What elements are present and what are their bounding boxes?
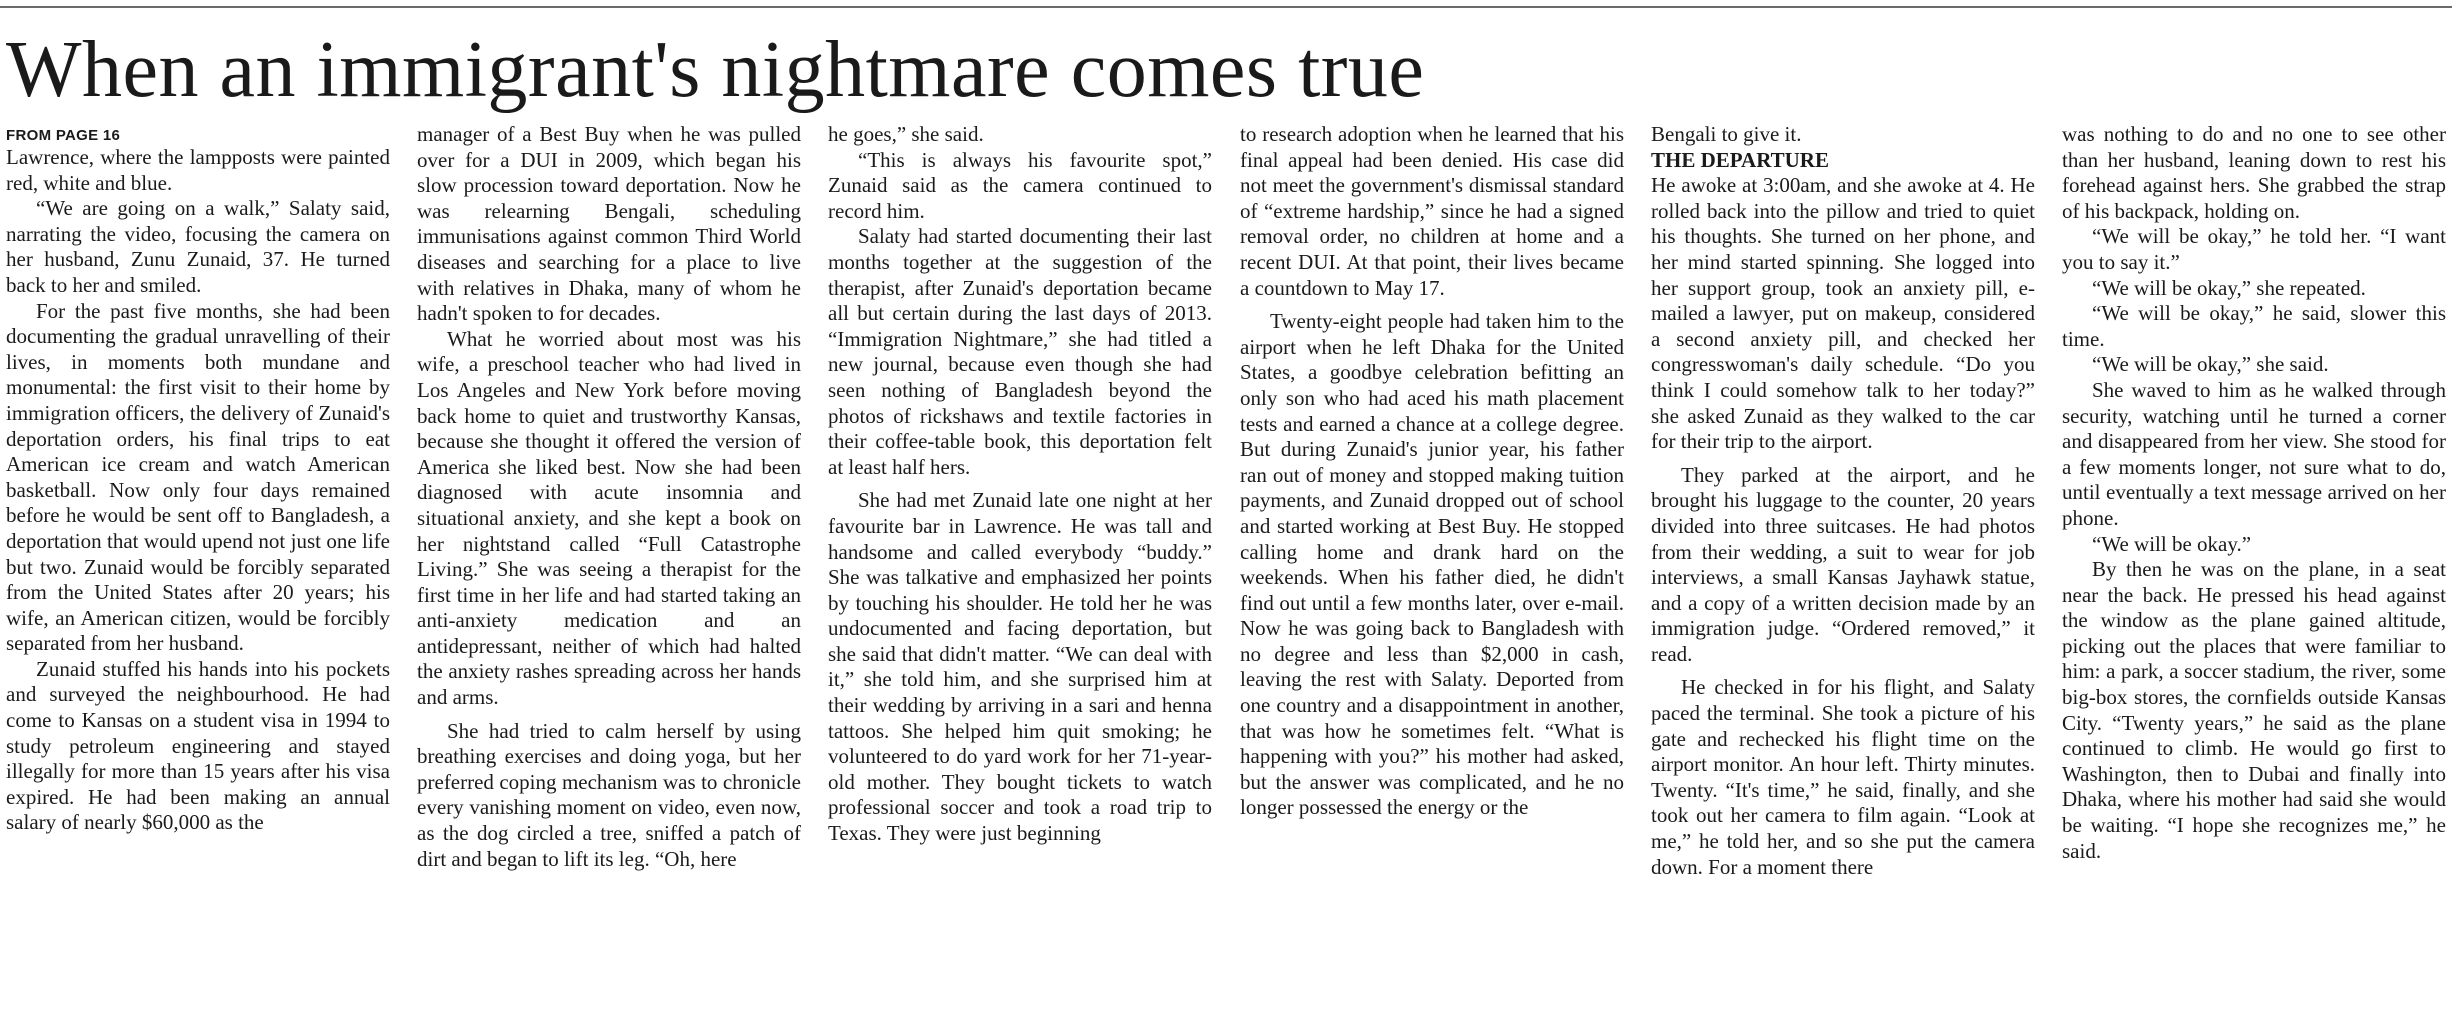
paragraph: She had tried to calm herself by using breathing exercises and doing yoga, but her preferred coping mechanism was to chronicle every vanishing moment on video, even now, as the dog circled a tree, sniffed a patch of dirt and began to lift its leg. “Oh, here <box>417 718 801 871</box>
headline: When an immigrant's nightmare comes true <box>6 26 1425 114</box>
article-body <box>6 122 2446 1027</box>
paragraph: “We will be okay,” she said. <box>2092 352 2329 377</box>
paragraph: They parked at the airport, and he brought his luggage to the counter, 20 years divided into three suitcases. He had photos from their wedding, a suit to wear for job interviews, a small Kansas Jayhawk statue, and a copy of a written decision made by an immigration judge. “Ordered removed,” it read. <box>1651 462 2035 666</box>
paragraph: By then he was on the plane, in a seat near the back. He pressed his head against the window as the plane gained altitude, picking out the places that were familiar to him: a park, a soccer stadium, the river, some big-box stores, the cornfields outside Kansas City. “Twenty years,” he said as the plane continued to climb. He would go first to Washington, then to Dubai and finally into Dhaka, where his mother had said she would be waiting. “I hope she recognizes me,” he said. <box>2062 557 2446 863</box>
paragraph: He checked in for his flight, and Salaty paced the terminal. She took a picture of his gate and rechecked his flight time on the airport monitor. An hour left. Thirty minutes. Twenty. “It's time,” he said, finally, and she took out her camera to film again. “Look at me,” he told her, and so she put the camera down. For a moment there <box>1651 675 2035 879</box>
paragraph: “We are going on a walk,” Salaty said, narrating the video, focusing the camera on her husband, Zunu Zunaid, 37. He turned back to her and smiled. <box>6 196 390 297</box>
paragraph: Lawrence, where the lampposts were painted red, white and blue. <box>6 145 390 195</box>
paragraph: He awoke at 3:00am, and she awoke at 4. He rolled back into the pillow and tried to quiet his thoughts. She turned on her phone, and her mind started spinning. She logged into her support group, took an anxiety pill, e-mailed a lawyer, put on makeup, considered a second anxiety pill, and checked her congresswoman's daily schedule. “Do you think I could somehow talk to her today?” she asked Zunaid as they walked to the car for their trip to the airport. <box>1651 173 2035 454</box>
column-2 <box>417 122 801 1027</box>
paragraph: Zunaid stuffed his hands into his pockets and surveyed the neighbourhood. He had come to Kansas on a student visa in 1994 to study petroleum engineering and stayed illegally for more than 15 years after his visa expired. He had been making an annual salary of nearly $60,000 as the <box>6 656 390 835</box>
paragraph: to research adoption when he learned that his final appeal had been denied. His case did not meet the government's dismissal standard of “extreme hardship,” since he had a signed removal order, no children at home and a recent DUI. At that point, their lives became a countdown to May 17. <box>1240 122 1624 300</box>
section-subhead: THE DEPARTURE <box>1651 147 1829 172</box>
paragraph-gap <box>828 480 1212 488</box>
paragraph: “We will be okay,” he said, slower this time. <box>2062 301 2446 351</box>
paragraph-gap <box>1651 667 2035 675</box>
column-4 <box>1240 122 1624 1027</box>
paragraph: Bengali to give it. <box>1651 122 1802 146</box>
paragraph: For the past five months, she had been documenting the gradual unravelling of their lives, in moments both mundane and monumental: the first visit to their home by immigration officers, the delivery of Zunaid's deportation orders, his final trips to eat American ice cream and watch American basketball. Now only four days remained before he would be sent off to Bangladesh, a deportation that would upend not just one life but two. Zunaid would be forcibly separated from the United States after 20 years; his wife, an American citizen, would be forcibly separated from her husband. <box>6 298 390 656</box>
paragraph: Twenty-eight people had taken him to the airport when he left Dhaka for the United States, a goodbye celebration befitting an only son who had aced his math placement tests and earned a chance at a college degree. But during Zunaid's junior year, his father ran out of money and stopped making tuition payments, and Zunaid dropped out of school and started working at Best Buy. He stopped calling home and drank hard on the weekends. When his father died, he didn't find out until a few months later, over e-mail. Now he was going back to Bangladesh with no degree and less than $2,000 in cash, leaving the rest with Salaty. Deported from one country and a disappointment in another, that was how he sometimes felt. “What is happening with you?” his mother had asked, but the answer was complicated, and he no longer possessed the energy or the <box>1240 309 1624 820</box>
paragraph: Salaty had started documenting their last months together at the suggestion of the therapist, after Zunaid's deportation became all but certain during the last days of 2013. “Immigration Nightmare,” she had titled a new journal, because even though she had seen nothing of Bangladesh beyond the photos of rickshaws and textile factories in their coffee-table book, this deportation felt at least half hers. <box>828 224 1212 479</box>
paragraph: She waved to him as he walked through security, watching until he turned a corner and disappeared from her view. She stood for a few moments longer, not sure what to do, until eventually a text message arrived on her phone. <box>2062 377 2446 530</box>
paragraph: She had met Zunaid late one night at her favourite bar in Lawrence. He was tall and handsome and called everybody “buddy.” She was talkative and emphasized her points by touching his shoulder. He told her he was undocumented and facing deportation, but she said that didn't matter. “We can deal with it,” she told him, and she surprised him at their wedding by arriving in a sari and henna tattoos. She helped him quit smoking; he volunteered to do yard work for her 71-year-old mother. They bought tickets to watch professional soccer and took a road trip to Texas. They were just beginning <box>828 488 1212 846</box>
paragraph: What he worried about most was his wife, a preschool teacher who had lived in Los Angeles and New York before moving back home to quiet and trustworthy Kansas, because she thought it offered the version of America she liked best. Now she had been diagnosed with acute insomnia and situational anxiety, and she kept a book on her nightstand called “Full Catastrophe Living.” She was seeing a therapist for the first time in her life and had started taking an anti-anxiety medication and an antidepressant, neither of which had halted the anxiety rashes spreading across her hands and arms. <box>417 326 801 710</box>
paragraph-gap <box>417 711 801 719</box>
top-rule <box>0 6 2452 8</box>
paragraph-gap <box>1651 455 2035 463</box>
paragraph: “This is always his favourite spot,” Zunaid said as the camera continued to record him. <box>828 147 1212 223</box>
column-5 <box>1651 122 2035 1027</box>
column-6 <box>2062 122 2446 1027</box>
paragraph: was nothing to do and no one to see other than her husband, leaning down to rest his forehead against hers. She grabbed the strap of his backpack, holding on. <box>2062 122 2446 223</box>
paragraph: he goes,” she said. <box>828 122 984 146</box>
paragraph: “We will be okay,” she repeated. <box>2092 275 2366 300</box>
paragraph: manager of a Best Buy when he was pulled over for a DUI in 2009, which began his slow procession toward deportation. Now he was relearning Bengali, scheduling immunisations against common Third World diseases and searching for a place to live with relatives in Dhaka, many of whom he hadn't spoken to for decades. <box>417 122 801 326</box>
column-3 <box>828 122 1212 1027</box>
paragraph: “We will be okay.” <box>2092 531 2252 556</box>
paragraph-gap <box>1240 301 1624 309</box>
paragraph: “We will be okay,” he told her. “I want you to say it.” <box>2062 224 2446 274</box>
jump-kicker: FROM PAGE 16 <box>6 127 121 144</box>
column-1 <box>6 122 390 1027</box>
